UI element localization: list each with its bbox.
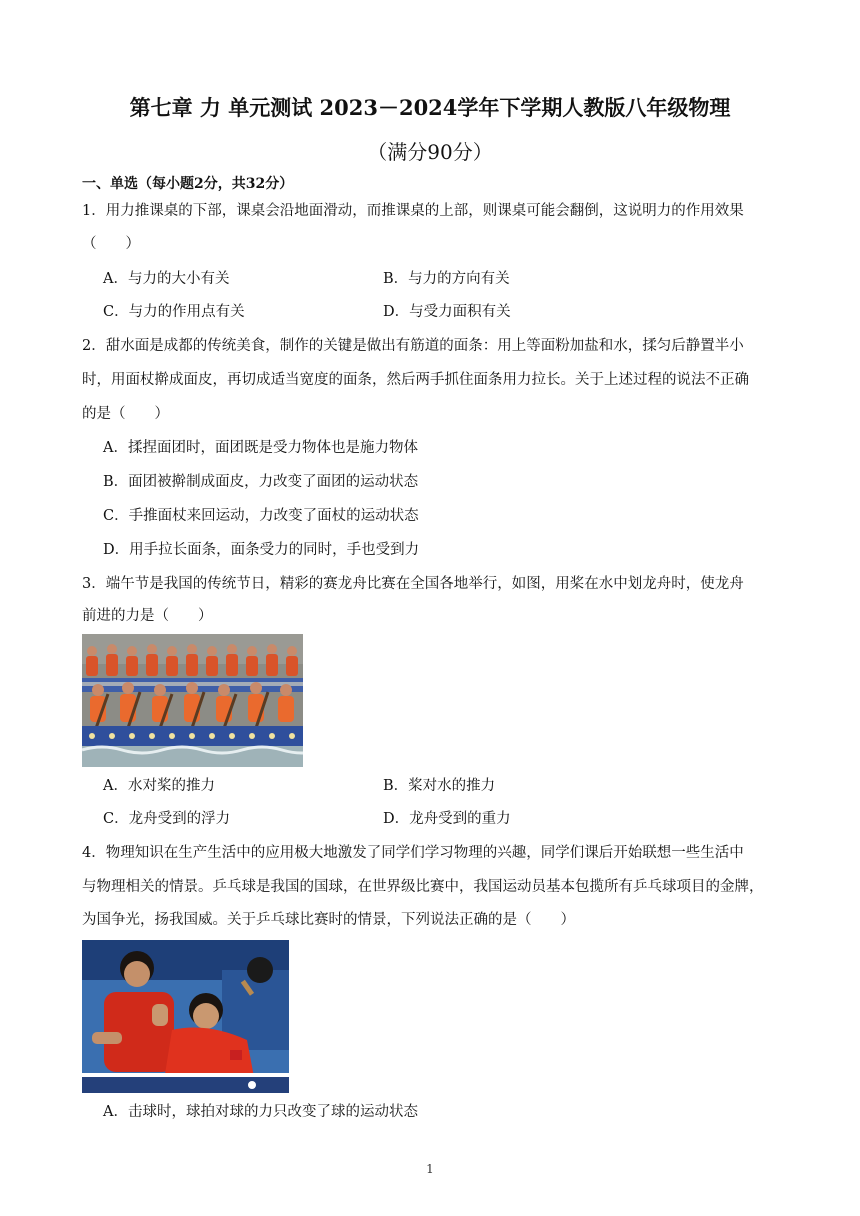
document-subtitle: （满分90分） [367, 140, 493, 164]
question-4-option-a: A．击球时，球拍对球的力只改变了球的运动状态 [103, 1104, 418, 1120]
dragon-boat-photo [82, 634, 303, 767]
question-3-option-a: A．水对桨的推力 [103, 778, 215, 794]
question-3-option-d: D．龙舟受到的重力 [383, 811, 511, 827]
question-2-line-3: 的是（ ） [82, 406, 169, 422]
page-number: 1 [426, 1162, 434, 1176]
question-1-option-b: B．与力的方向有关 [383, 271, 510, 287]
question-3-option-b: B．桨对水的推力 [383, 778, 496, 794]
document-title: 第七章 力 单元测试 2023－2024学年下学期人教版八年级物理 [129, 95, 731, 120]
question-2-option-a: A．揉捏面团时，面团既是受力物体也是施力物体 [103, 440, 418, 456]
question-2-option-d: D．用手拉长面条，面条受力的同时，手也受到力 [103, 542, 420, 558]
question-1-line-1: 1．用力推课桌的下部，课桌会沿地面滑动，而推课桌的上部，则课桌可能会翻倒，这说明力的作用效果 [82, 203, 744, 219]
question-1-option-a: A．与力的大小有关 [103, 271, 230, 287]
question-2-line-2: 时，用面杖擀成面皮，再切成适当宽度的面条，然后两手抓住面条用力拉长。关于上述过程的说法不正确 [82, 372, 749, 388]
question-3-line-2: 前进的力是（ ） [82, 608, 213, 624]
question-1-line-2: （ ） [82, 236, 140, 252]
question-4-line-3: 为国争光，扬我国威。关于乒乓球比赛时的情景，下列说法正确的是（ ） [82, 912, 575, 928]
question-3-option-c: C．龙舟受到的浮力 [103, 811, 231, 827]
question-3-line-1: 3．端午节是我国的传统节日，精彩的赛龙舟比赛在全国各地举行，如图，用桨在水中划龙舟时，使龙舟 [82, 576, 744, 592]
section-heading: 一、单选（每小题2分，共32分） [82, 176, 294, 192]
question-1-option-d: D．与受力面积有关 [383, 304, 511, 320]
question-2-line-1: 2．甜水面是成都的传统美食，制作的关键是做出有筋道的面条：用上等面粉加盐和水，揉匀后静置半小 [82, 338, 744, 354]
question-1-option-c: C．与力的作用点有关 [103, 304, 245, 320]
table-tennis-photo [82, 940, 289, 1093]
question-4-line-1: 4．物理知识在生产生活中的应用极大地激发了同学们学习物理的兴趣，同学们课后开始联想一些生活中 [82, 845, 744, 861]
question-2-option-b: B．面团被擀制成面皮，力改变了面团的运动状态 [103, 474, 419, 490]
question-2-option-c: C．手推面杖来回运动，力改变了面杖的运动状态 [103, 508, 419, 524]
question-4-line-2: 与物理相关的情景。乒乓球是我国的国球，在世界级比赛中，我国运动员基本包揽所有乒乓球项目的金牌， [82, 879, 764, 895]
